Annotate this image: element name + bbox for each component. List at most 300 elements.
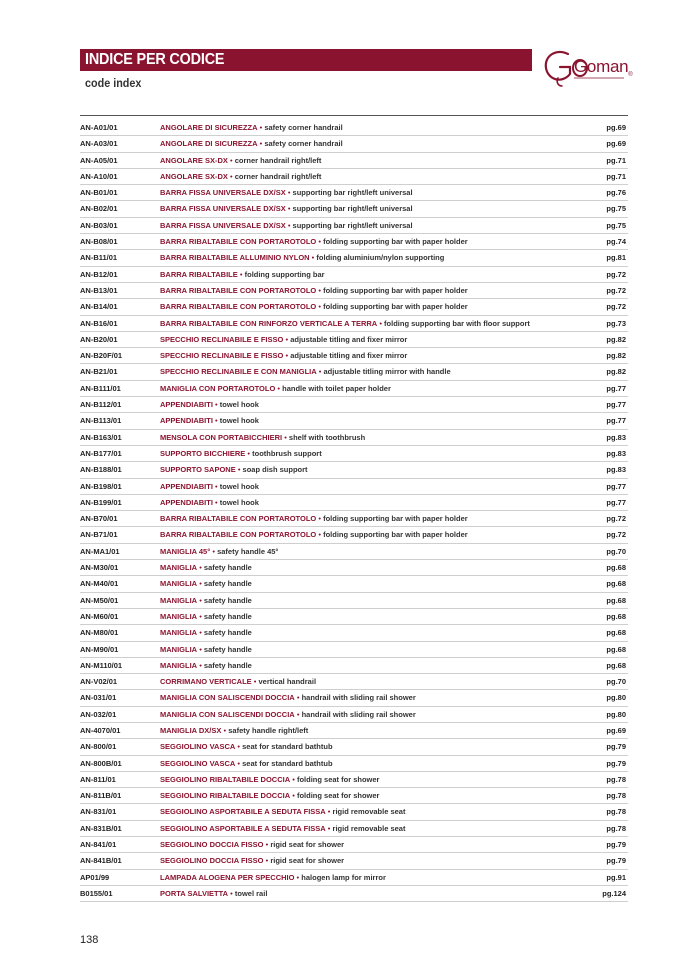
page-ref: pg.79: [606, 742, 626, 752]
table-row: [80, 332, 628, 348]
bullet: •: [230, 155, 233, 165]
english-name: folding supporting bar with paper holder: [323, 302, 468, 312]
bullet: •: [285, 351, 289, 361]
product-description: [160, 821, 405, 836]
product-code: AN-032/01: [80, 709, 117, 719]
english-name: folding seat for shower: [296, 774, 380, 784]
product-description: [160, 201, 413, 216]
bullet: •: [223, 725, 227, 735]
product-description: [160, 413, 259, 428]
product-description: [160, 723, 308, 738]
table-row: [80, 593, 628, 609]
bullet: •: [253, 677, 257, 687]
product-code: AN-B03/01: [80, 220, 118, 230]
bullet: •: [292, 791, 295, 801]
page-ref: pg.72: [606, 269, 626, 279]
product-code: AN-841B/01: [80, 856, 122, 866]
page-ref: pg.72: [606, 530, 626, 540]
table-row: [80, 250, 628, 266]
product-code: AN-M80/01: [80, 628, 119, 638]
italian-name: BARRA RIBALTABILE CON PORTAROTOLO: [160, 302, 317, 312]
english-name: folding aluminium/nylon supporting: [316, 253, 445, 263]
table-row: [80, 201, 628, 217]
bullet: •: [318, 530, 321, 540]
page-ref: pg.70: [606, 546, 626, 556]
table-row: [80, 804, 628, 820]
table-row: [80, 674, 628, 690]
bullet: •: [318, 367, 322, 377]
product-code: AN-A03/01: [80, 139, 118, 149]
english-name: folding supporting bar with floor support: [384, 318, 530, 328]
bullet: •: [287, 204, 291, 214]
top-rule: [80, 115, 628, 116]
product-code: AN-B163/01: [80, 432, 122, 442]
english-name: handle with toilet paper holder: [282, 383, 391, 393]
english-name: towel rail: [234, 888, 268, 898]
page-ref: pg.75: [606, 204, 626, 214]
page-ref: pg.69: [606, 139, 626, 149]
table-row: [80, 788, 628, 804]
english-name: safety handle: [203, 628, 252, 638]
bullet: •: [237, 742, 241, 752]
product-description: [160, 381, 391, 396]
product-code: AN-B70/01: [80, 514, 118, 524]
table-row: [80, 853, 628, 869]
english-name: adjustable titling mirror with handle: [323, 367, 451, 377]
bullet: •: [230, 171, 233, 181]
product-description: [160, 837, 344, 852]
table-row: [80, 299, 628, 315]
table-row: [80, 870, 628, 886]
product-code: AN-B198/01: [80, 481, 122, 491]
page-ref: pg.73: [606, 318, 626, 328]
italian-name: SEGGIOLINO ASPORTABILE A SEDUTA FISSA: [160, 823, 326, 833]
italian-name: SEGGIOLINO VASCA: [160, 742, 236, 752]
product-description: [160, 283, 468, 298]
product-code: AN-B177/01: [80, 448, 122, 458]
product-description: [160, 804, 405, 819]
english-name: safety corner handrail: [264, 123, 343, 132]
italian-name: MANIGLIA 45°: [160, 546, 211, 556]
product-description: [160, 299, 468, 314]
english-name: soap dish support: [242, 465, 308, 475]
italian-name: SEGGIOLINO DOCCIA FISSO: [160, 840, 264, 850]
page-ref: pg.79: [606, 856, 626, 866]
english-name: rigid seat for shower: [270, 840, 345, 850]
italian-name: MANIGLIA: [160, 579, 198, 589]
page-subtitle: code index: [85, 76, 142, 90]
table-row: [80, 642, 628, 658]
product-description: [160, 674, 316, 689]
product-description: [160, 348, 407, 363]
product-description: [160, 576, 252, 591]
bullet: •: [199, 563, 202, 573]
table-row: [80, 739, 628, 755]
product-description: [160, 560, 252, 575]
product-code: AN-B08/01: [80, 237, 118, 247]
english-name: safety handle: [203, 611, 252, 621]
table-row: [80, 120, 628, 136]
product-description: [160, 511, 468, 526]
english-name: safety corner handrail: [264, 139, 343, 149]
english-name: adjustable titling and fixer mirror: [290, 351, 408, 361]
product-description: [160, 658, 252, 673]
page-ref: pg.78: [606, 791, 626, 801]
table-row: [80, 153, 628, 169]
product-description: [160, 397, 259, 412]
page-ref: pg.78: [606, 807, 626, 817]
product-code: AN-811/01: [80, 774, 116, 784]
page-ref: pg.83: [606, 432, 626, 442]
italian-name: BARRA RIBALTABILE CON RINFORZO VERTICALE A TERRA: [160, 318, 378, 328]
bullet: •: [296, 709, 300, 719]
italian-name: APPENDIABITI: [160, 400, 213, 410]
table-row: [80, 381, 628, 397]
english-name: folding seat for shower: [296, 791, 380, 801]
english-name: safety handle: [203, 660, 252, 670]
table-row: [80, 136, 628, 152]
page-ref: pg.80: [606, 709, 626, 719]
product-code: AN-B199/01: [80, 497, 122, 507]
table-row: [80, 234, 628, 250]
product-code: AN-M110/01: [80, 660, 123, 670]
product-code: AN-B21/01: [80, 367, 118, 377]
page-ref: pg.82: [606, 367, 626, 377]
italian-name: SEGGIOLINO VASCA: [160, 758, 236, 768]
english-name: towel hook: [219, 416, 259, 426]
page-ref: pg.68: [606, 611, 626, 621]
italian-name: CORRIMANO VERTICALE: [160, 677, 252, 687]
english-name: rigid seat for shower: [270, 856, 345, 866]
page-ref: pg.68: [606, 595, 626, 605]
italian-name: BARRA FISSA UNIVERSALE DX/SX: [160, 204, 286, 214]
page-ref: pg.68: [606, 660, 626, 670]
italian-name: SEGGIOLINO RIBALTABILE DOCCIA: [160, 774, 291, 784]
product-description: [160, 446, 322, 461]
page-ref: pg.91: [606, 872, 626, 882]
english-name: safety handle: [203, 579, 252, 589]
page-ref: pg.70: [606, 677, 626, 687]
product-description: [160, 853, 344, 868]
italian-name: SPECCHIO RECLINABILE E CON MANIGLIA: [160, 367, 317, 377]
italian-name: MANIGLIA: [160, 644, 198, 654]
table-row: [80, 772, 628, 788]
product-description: [160, 788, 379, 803]
bullet: •: [285, 334, 289, 344]
bullet: •: [287, 188, 291, 198]
bullet: •: [318, 302, 321, 312]
table-row: [80, 723, 628, 739]
table-row: [80, 527, 628, 543]
product-description: [160, 527, 468, 542]
product-description: [160, 364, 451, 379]
page-ref: pg.72: [606, 514, 626, 524]
page-title: INDICE PER CODICE: [85, 51, 225, 68]
english-name: safety handle right/left: [228, 725, 309, 735]
product-description: [160, 544, 278, 559]
product-code: AN-B71/01: [80, 530, 118, 540]
bullet: •: [292, 774, 295, 784]
table-row: [80, 348, 628, 364]
product-code: AN-811B/01: [80, 791, 122, 801]
product-code: AN-M60/01: [80, 611, 119, 621]
product-description: [160, 739, 333, 754]
english-name: towel hook: [219, 400, 259, 410]
product-code: AN-M50/01: [80, 595, 119, 605]
bullet: •: [215, 481, 218, 491]
product-code: AN-A01/01: [80, 123, 118, 132]
page-ref: pg.82: [606, 351, 626, 361]
page-number: 138: [80, 934, 99, 946]
italian-name: APPENDIABITI: [160, 497, 213, 507]
italian-name: SEGGIOLINO DOCCIA FISSO: [160, 856, 264, 866]
product-description: [160, 332, 407, 347]
bullet: •: [296, 693, 300, 703]
english-name: rigid removable seat: [332, 807, 406, 817]
english-name: folding supporting bar with paper holder: [323, 514, 468, 524]
bullet: •: [327, 807, 331, 817]
product-code: AN-B188/01: [80, 465, 122, 475]
product-description: [160, 609, 252, 624]
table-row: [80, 218, 628, 234]
italian-name: PORTA SALVIETTA: [160, 888, 229, 898]
table-row: [80, 495, 628, 511]
product-code: AN-B02/01: [80, 204, 118, 214]
page-ref: pg.68: [606, 563, 626, 573]
page-ref: pg.76: [606, 188, 626, 198]
bullet: •: [296, 872, 300, 882]
bullet: •: [199, 660, 202, 670]
logo-wordmark: [574, 57, 632, 77]
italian-name: MANIGLIA CON SALISCENDI DOCCIA: [160, 709, 295, 719]
page-ref: pg.81: [606, 253, 626, 263]
page-ref: pg.77: [606, 416, 626, 426]
table-row: [80, 837, 628, 853]
product-code: AN-841/01: [80, 840, 117, 850]
product-description: [160, 495, 259, 510]
bullet: •: [318, 285, 321, 295]
page-ref: pg.77: [606, 383, 626, 393]
page-ref: pg.75: [606, 220, 626, 230]
italian-name: BARRA RIBALTABILE ALLUMINIO NYLON: [160, 253, 310, 263]
italian-name: MANIGLIA: [160, 628, 198, 638]
bullet: •: [237, 758, 241, 768]
logo-text: Goman: [574, 57, 629, 76]
bullet: •: [379, 318, 382, 328]
table-row: [80, 430, 628, 446]
product-code: AN-B20F/01: [80, 351, 123, 361]
english-name: seat for standard bathtub: [242, 742, 333, 752]
product-code: AN-831/01: [80, 807, 117, 817]
product-code: AN-031/01: [80, 693, 117, 703]
page-ref: pg.74: [606, 237, 626, 247]
page-ref: pg.69: [606, 725, 626, 735]
english-name: folding supporting bar: [244, 269, 325, 279]
product-description: [160, 593, 252, 608]
english-name: safety handle 45°: [217, 546, 279, 556]
table-row: [80, 364, 628, 380]
product-description: [160, 185, 413, 200]
italian-name: ANGOLARE DI SICUREZZA: [160, 139, 258, 149]
product-code: AN-V02/01: [80, 677, 118, 687]
table-row: [80, 821, 628, 837]
page-ref: pg.82: [606, 334, 626, 344]
table-row: [80, 560, 628, 576]
product-description: [160, 153, 321, 168]
italian-name: BARRA RIBALTABILE CON PORTAROTOLO: [160, 237, 317, 247]
bullet: •: [212, 546, 215, 556]
bullet: •: [287, 220, 291, 230]
italian-name: ANGOLARE SX-DX: [160, 155, 228, 165]
page-ref: pg.124: [602, 888, 626, 898]
english-name: vertical handrail: [258, 677, 317, 687]
product-description: [160, 430, 365, 445]
bullet: •: [277, 383, 281, 393]
product-code: AN-B12/01: [80, 269, 118, 279]
page-ref: pg.80: [606, 693, 626, 703]
italian-name: MANIGLIA: [160, 595, 198, 605]
product-description: [160, 870, 386, 885]
table-row: [80, 886, 628, 902]
bullet: •: [215, 497, 218, 507]
product-description: [160, 772, 379, 787]
table-row: [80, 609, 628, 625]
product-description: [160, 250, 444, 265]
italian-name: LAMPADA ALOGENA PER SPECCHIO: [160, 872, 295, 882]
page-ref: pg.71: [606, 155, 626, 165]
page-ref: pg.68: [606, 579, 626, 589]
italian-name: ANGOLARE DI SICUREZZA: [160, 123, 258, 132]
product-description: [160, 642, 252, 657]
product-code: AN-B20/01: [80, 334, 118, 344]
italian-name: BARRA RIBALTABILE CON PORTAROTOLO: [160, 514, 317, 524]
product-code: AN-B113/01: [80, 416, 122, 426]
product-description: [160, 756, 333, 771]
bullet: •: [318, 514, 321, 524]
page-ref: pg.68: [606, 644, 626, 654]
table-row: [80, 658, 628, 674]
italian-name: MENSOLA CON PORTABICCHIERI: [160, 432, 283, 442]
italian-name: BARRA RIBALTABILE CON PORTAROTOLO: [160, 530, 317, 540]
product-description: [160, 479, 259, 494]
italian-name: SUPPORTO BICCHIERE: [160, 448, 246, 458]
italian-name: MANIGLIA: [160, 563, 198, 573]
table-row: [80, 397, 628, 413]
italian-name: MANIGLIA CON PORTAROTOLO: [160, 383, 276, 393]
product-code: AN-831B/01: [80, 823, 122, 833]
table-row: [80, 756, 628, 772]
table-row: [80, 283, 628, 299]
italian-name: SPECCHIO RECLINABILE E FISSO: [160, 351, 284, 361]
brand-logo: [538, 46, 633, 88]
english-name: towel hook: [219, 497, 259, 507]
page-ref: pg.69: [606, 123, 626, 132]
table-row: [80, 707, 628, 723]
product-code: AN-M40/01: [80, 579, 119, 589]
page-ref: pg.79: [606, 840, 626, 850]
product-description: [160, 707, 416, 722]
table-row: [80, 462, 628, 478]
product-code: AN-800B/01: [80, 758, 122, 768]
product-description: [160, 625, 252, 640]
english-name: folding supporting bar with paper holder: [323, 237, 468, 247]
english-name: towel hook: [219, 481, 259, 491]
bullet: •: [247, 448, 251, 458]
english-name: safety handle: [203, 563, 252, 573]
product-code: AN-B01/01: [80, 188, 118, 198]
english-name: corner handrail right/left: [234, 171, 322, 181]
italian-name: MANIGLIA DX/SX: [160, 725, 222, 735]
page-ref: pg.71: [606, 171, 626, 181]
product-code: AN-B14/01: [80, 302, 118, 312]
english-name: safety handle: [203, 595, 252, 605]
table-row: [80, 185, 628, 201]
page-ref: pg.79: [606, 758, 626, 768]
bullet: •: [215, 400, 218, 410]
table-row: [80, 576, 628, 592]
product-code: AN-B11/01: [80, 253, 118, 263]
table-row: [80, 316, 628, 332]
product-code: AN-B111/01: [80, 383, 121, 393]
table-row: [80, 690, 628, 706]
bullet: •: [215, 416, 218, 426]
page-ref: pg.78: [606, 823, 626, 833]
table-row: [80, 169, 628, 185]
italian-name: SEGGIOLINO ASPORTABILE A SEDUTA FISSA: [160, 807, 326, 817]
product-code: AN-A05/01: [80, 155, 118, 165]
english-name: folding supporting bar with paper holder: [323, 530, 468, 540]
english-name: rigid removable seat: [332, 823, 406, 833]
product-description: [160, 267, 325, 282]
product-description: [160, 169, 321, 184]
table-row: [80, 413, 628, 429]
product-code: AN-B112/01: [80, 400, 122, 410]
table-row: [80, 267, 628, 283]
english-name: supporting bar right/left universal: [292, 220, 413, 230]
english-name: halogen lamp for mirror: [301, 872, 386, 882]
product-code: AN-M90/01: [80, 644, 119, 654]
italian-name: SUPPORTO SAPONE: [160, 465, 236, 475]
italian-name: APPENDIABITI: [160, 481, 213, 491]
italian-name: MANIGLIA: [160, 660, 198, 670]
italian-name: APPENDIABITI: [160, 416, 213, 426]
page-ref: pg.83: [606, 465, 626, 475]
bullet: •: [284, 432, 287, 442]
bullet: •: [199, 644, 202, 654]
product-code: B0155/01: [80, 888, 113, 898]
english-name: folding supporting bar with paper holder: [323, 285, 468, 295]
english-name: seat for standard bathtub: [242, 758, 333, 768]
bullet: •: [237, 465, 241, 475]
page-ref: pg.68: [606, 628, 626, 638]
bullet: •: [259, 123, 263, 132]
table-row: [80, 446, 628, 462]
page-ref: pg.83: [606, 448, 626, 458]
english-name: shelf with toothbrush: [288, 432, 366, 442]
product-code: AN-B13/01: [80, 285, 118, 295]
italian-name: BARRA FISSA UNIVERSALE DX/SX: [160, 188, 286, 198]
english-name: toothbrush support: [252, 448, 322, 458]
english-name: handrail with sliding rail shower: [301, 693, 416, 703]
bullet: •: [265, 856, 269, 866]
product-code: AN-A10/01: [80, 171, 118, 181]
product-code: AN-4070/01: [80, 725, 121, 735]
italian-name: MANIGLIA CON SALISCENDI DOCCIA: [160, 693, 295, 703]
english-name: adjustable titling and fixer mirror: [290, 334, 408, 344]
product-description: [160, 886, 267, 901]
bullet: •: [199, 628, 202, 638]
english-name: supporting bar right/left universal: [292, 204, 413, 214]
